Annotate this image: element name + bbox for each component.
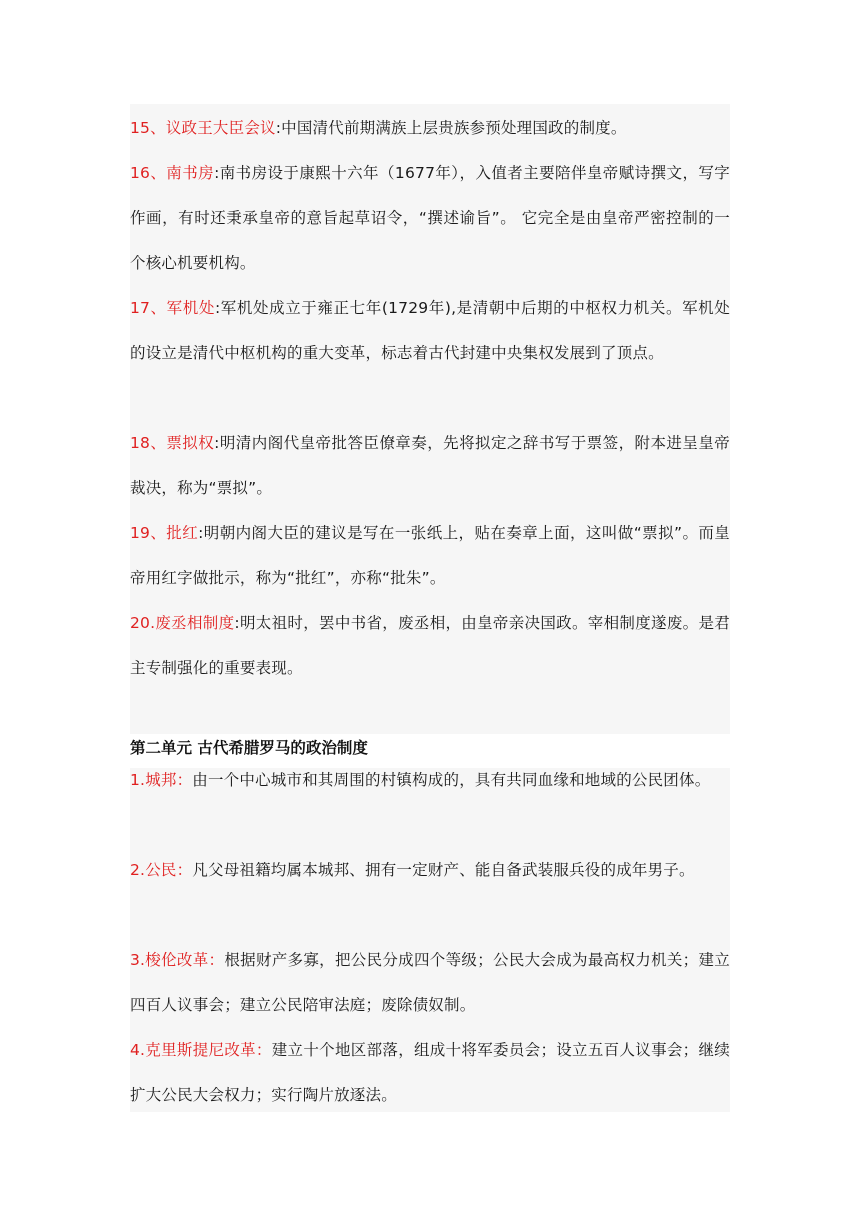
term-label: 19、批红 xyxy=(130,524,199,542)
list-item xyxy=(130,601,730,691)
term-definition: :军机处成立于雍正七年(1729年),是清朝中后期的中枢权力机关。军机处的设立是清代中枢机构的重大变革，标志着古代封建中央集权发展到了顶点。 xyxy=(130,299,730,362)
list-item xyxy=(130,286,730,376)
list-item xyxy=(130,758,730,803)
term-definition: 由一个中心城市和其周围的村镇构成的，具有共同血缘和地域的公民团体。 xyxy=(192,771,711,789)
list-item xyxy=(130,421,730,511)
term-label: 2.公民： xyxy=(130,861,193,879)
term-definition: :明清内阁代皇帝批答臣僚章奏，先将拟定之辞书写于票签，附本进呈皇帝裁决，称为“票拟”。 xyxy=(130,434,730,497)
term-definition: :南书房设于康熙十六年（1677年），入值者主要陪伴皇帝赋诗撰文，写字作画，有时还秉承皇帝的意旨起草诏令，“撰述谕旨”。 它完全是由皇帝严密控制的一个核心机要机构。 xyxy=(130,164,730,272)
term-label: 1.城邦： xyxy=(130,771,193,789)
term-label: 17、军机处 xyxy=(130,299,215,317)
term-label: 4.克里斯提尼改革： xyxy=(130,1041,272,1059)
list-item xyxy=(130,938,730,1028)
term-definition: :中国清代前期满族上层贵族参预处理国政的制度。 xyxy=(275,119,627,137)
term-label: 18、票拟权 xyxy=(130,434,215,452)
list-item xyxy=(130,151,730,286)
term-definition: :明朝内阁大臣的建议是写在一张纸上，贴在奏章上面，这叫做“票拟”。而皇帝用红字做批示，称为“批红”，亦称“批朱”。 xyxy=(130,524,730,587)
section-heading: 第二单元 古代希腊罗马的政治制度 xyxy=(130,738,368,757)
term-definition: 建立十个地区部落，组成十将军委员会；设立五百人议事会；继续扩大公民大会权力；实行陶片放逐法。 xyxy=(130,1041,730,1104)
term-label: 20.废丞相制度 xyxy=(130,614,235,632)
list-item xyxy=(130,106,730,151)
term-label: 3.梭伦改革： xyxy=(130,951,225,969)
list-item xyxy=(130,1028,730,1118)
term-label: 16、南书房 xyxy=(130,164,215,182)
term-label: 15、议政王大臣会议 xyxy=(130,119,276,137)
term-definition: 凡父母祖籍均属本城邦、拥有一定财产、能自备武装服兵役的成年男子。 xyxy=(192,861,695,879)
list-item xyxy=(130,848,730,893)
term-definition: 根据财产多寡，把公民分成四个等级；公民大会成为最高权力机关；建立四百人议事会；建立公民陪审法庭；废除债奴制。 xyxy=(130,951,730,1014)
list-item xyxy=(130,511,730,601)
term-definition: :明太祖时，罢中书省，废丞相，由皇帝亲决国政。宰相制度遂废。是君主专制强化的重要表现。 xyxy=(130,614,730,677)
